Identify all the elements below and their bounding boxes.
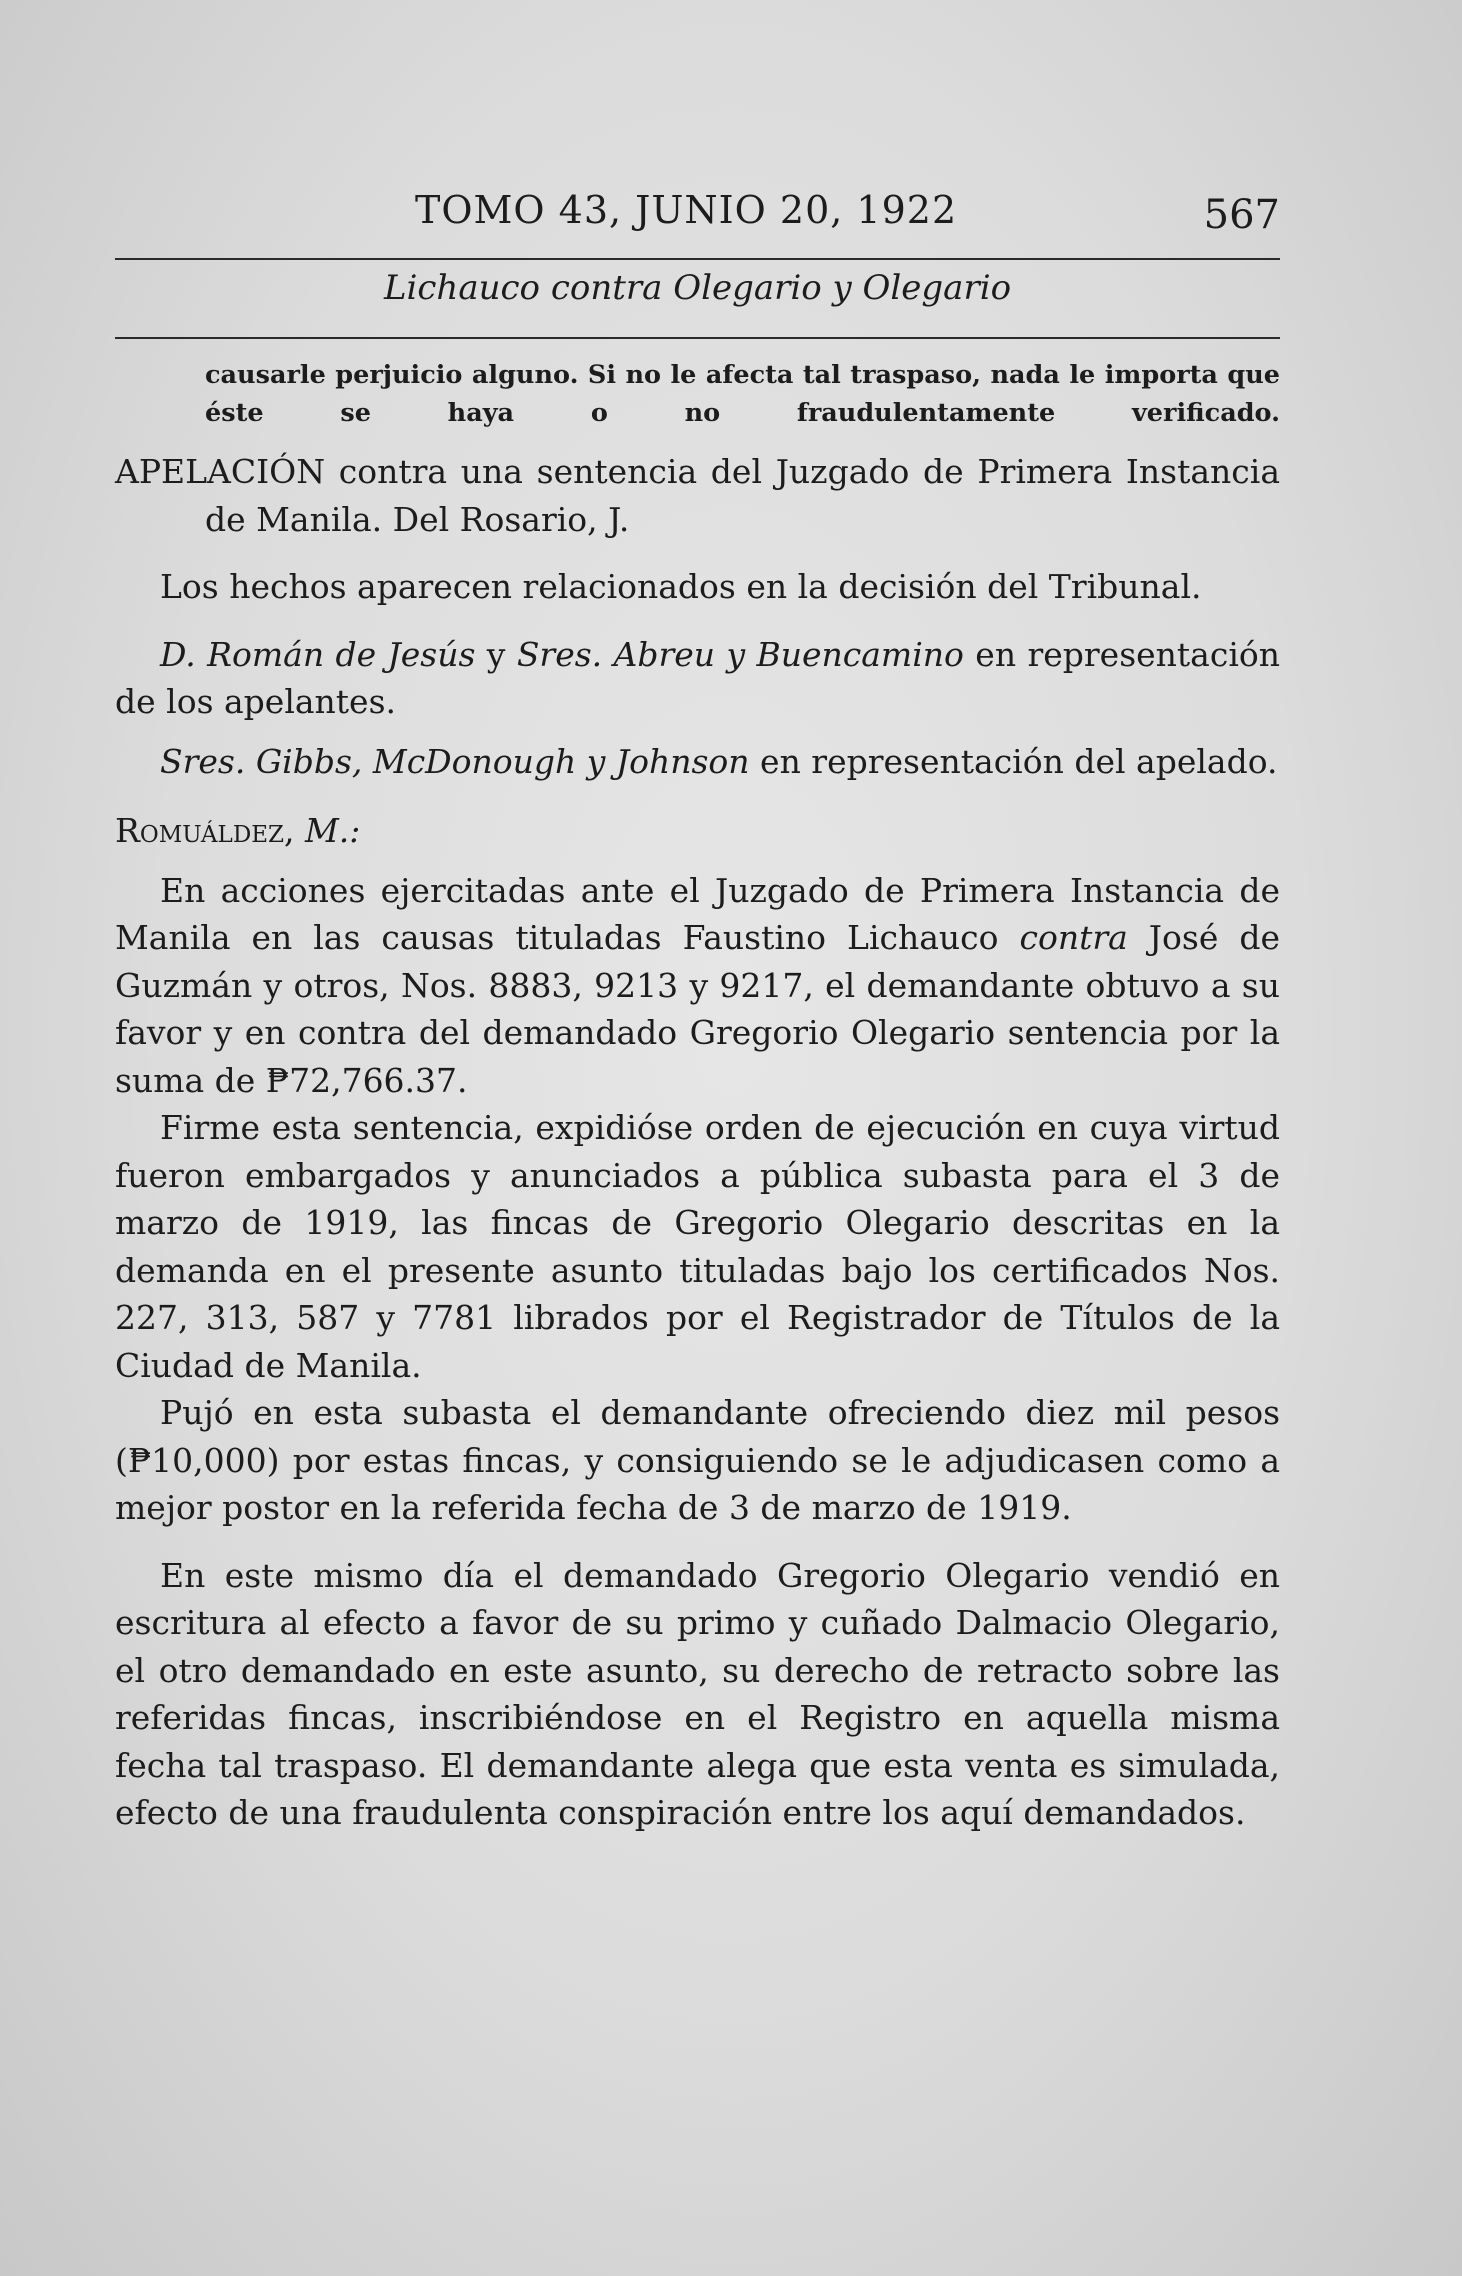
- appeal-statement: APELACIÓN contra una sentencia del Juzgado de Primera Instancia de Manila. Del Rosario, J.: [115, 452, 1280, 539]
- opinion-paragraph-1: [115, 867, 1280, 1105]
- appellant-counsel-name-1: D. Román de Jesús: [160, 634, 476, 674]
- volume-date: TOMO 43, JUNIO 20, 1922: [415, 188, 958, 232]
- opinion-paragraph-3: Pujó en esta subasta el demandante ofreciendo diez mil pesos (₱10,000) por estas fincas, y consiguiendo se le adjudicasen como a mejor postor en la referida fecha de 3 de marzo de 1919.: [115, 1393, 1280, 1527]
- case-title: Lichauco contra Olegario y Olegario: [383, 268, 1012, 308]
- appellant-counsel-role: en representación de los apelantes.: [115, 634, 1281, 721]
- case-title-rule: [115, 337, 1280, 339]
- opinion-paragraph-4: En este mismo día el demandado Gregorio Olegario vendió en escritura al efecto a favor de su primo y cuñado Dalmacio Olegario, el otro demandado en este asunto, su derecho de retracto sobre las referidas fincas, inscribiéndose en el Registro en aquella misma fecha tal traspaso. El demandante alega que esta venta es simulada, efecto de una fraudulenta conspiración entre los aquí demandados.: [115, 1555, 1280, 1832]
- page-number: 567: [1203, 192, 1280, 238]
- appellant-counsel-joiner: y: [475, 634, 517, 674]
- opinion-p1-part-b: José de Guzmán y otros, Nos. 8883, 9213 y 9217, el demandante obtuvo a su favor y en contra del demandado Gregorio Olegario sentencia por la suma de ₱72,766.37.: [115, 918, 1281, 1100]
- opinion-p1-contra: contra: [1019, 918, 1128, 957]
- judge-suffix: ,: [284, 811, 306, 850]
- facts-statement: Los hechos aparecen relacionados en la decisión del Tribunal.: [160, 567, 1202, 606]
- opinion-paragraph-2: Firme esta sentencia, expidióse orden de ejecución en cuya virtud fueron embargados y anunciados a pública subasta para el 3 de marzo de 1919, las fincas de Gregorio Olegario descritas en la demanda en el presente asunto tituladas bajo los certificados Nos. 227, 313, 587 y 7781 librados por el Registrador de Títulos de la Ciudad de Manila.: [115, 1108, 1280, 1385]
- running-header: [115, 178, 1280, 258]
- opinion-p1-part-a: En acciones ejercitadas ante el Juzgado de Primera Instancia de Manila en las causas tituladas Faustino Lichauco: [115, 870, 1280, 957]
- page-body: [115, 356, 1280, 1837]
- appellee-counsel-role: en representación del apelado.: [749, 741, 1278, 781]
- syllabus-ending: causarle perjuicio alguno. Si no le afecta tal traspaso, nada le importa que éste se haya o no fraudulentamente verificado.: [205, 360, 1280, 428]
- header-rule: [115, 258, 1280, 260]
- appellant-counsel-name-2: Sres. Abreu y Buencamino: [516, 634, 964, 674]
- judge-line: [115, 807, 1280, 855]
- counsel-appellants: [115, 631, 1280, 726]
- judge-title: M.:: [305, 811, 361, 850]
- appellee-counsel-names: Sres. Gibbs, McDonough y Johnson: [160, 741, 750, 781]
- judge-name: Romuáldez: [115, 811, 285, 850]
- counsel-appellee: [115, 738, 1280, 786]
